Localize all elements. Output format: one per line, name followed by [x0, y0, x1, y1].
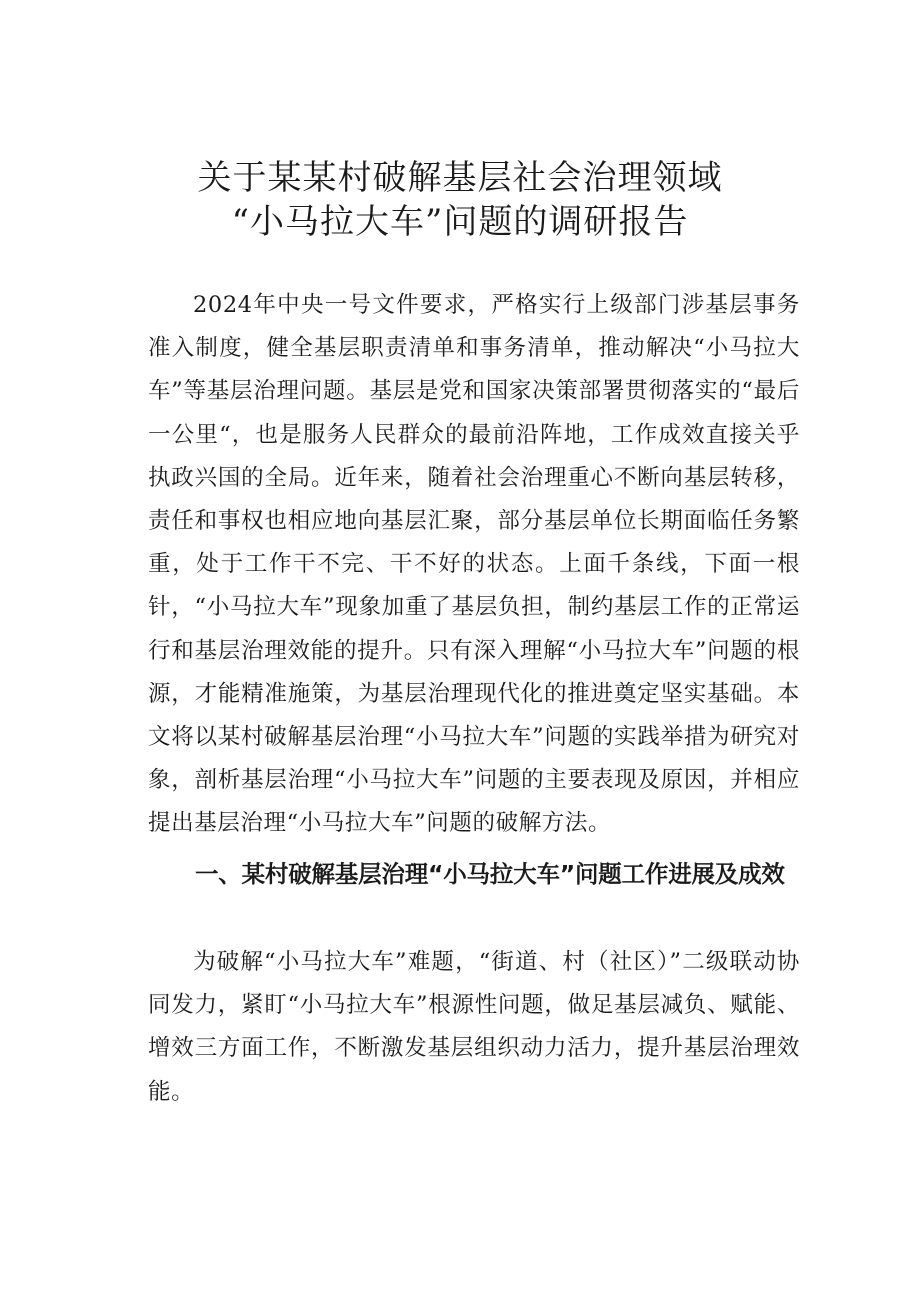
section-1-paragraph: 为破解“小马拉大车”难题，“街道、村（社区）”二级联动协同发力，紧盯“小马拉大车”根源性问题，做足基层减负、赋能、增效三方面工作，不断激发基层组织动力活力，提升基层治理效能。	[148, 949, 800, 1105]
section-1-heading: 一、某村破解基层治理“小马拉大车”问题工作进展及成效	[195, 860, 785, 888]
document-title-line-2: “小马拉大车”问题的调研报告	[231, 202, 689, 242]
document-title-line-1: 关于某某村破解基层社会治理领域	[197, 158, 723, 198]
intro-paragraph: 2024年中央一号文件要求，严格实行上级部门涉基层事务准入制度，健全基层职责清单和事务清单，推动解决“小马拉大车”等基层治理问题。基层是党和国家决策部署贯彻落实的“最后一公里“，也是服务人民群众的最前沿阵地，工作成效直接关乎执政兴国的全局。近年来，随着社会治理重心不断向基层转移，责任和事权也相应地向基层汇聚，部分基层单位长期面临任务繁重，处于工作干不完、干不好的状态。上面千条线，下面一根针，“小马拉大车”现象加重了基层负担，制约基层工作的正常运行和基层治理效能的提升。只有深入理解“小马拉大车”问题的根源，才能精准施策，为基层治理现代化的推进奠定坚实基础。本文将以某村破解基层治理“小马拉大车”问题的实践举措为研究对象，剖析基层治理“小马拉大车”问题的主要表现及原因，并相应提出基层治理“小马拉大车”问题的破解方法。	[148, 292, 800, 837]
